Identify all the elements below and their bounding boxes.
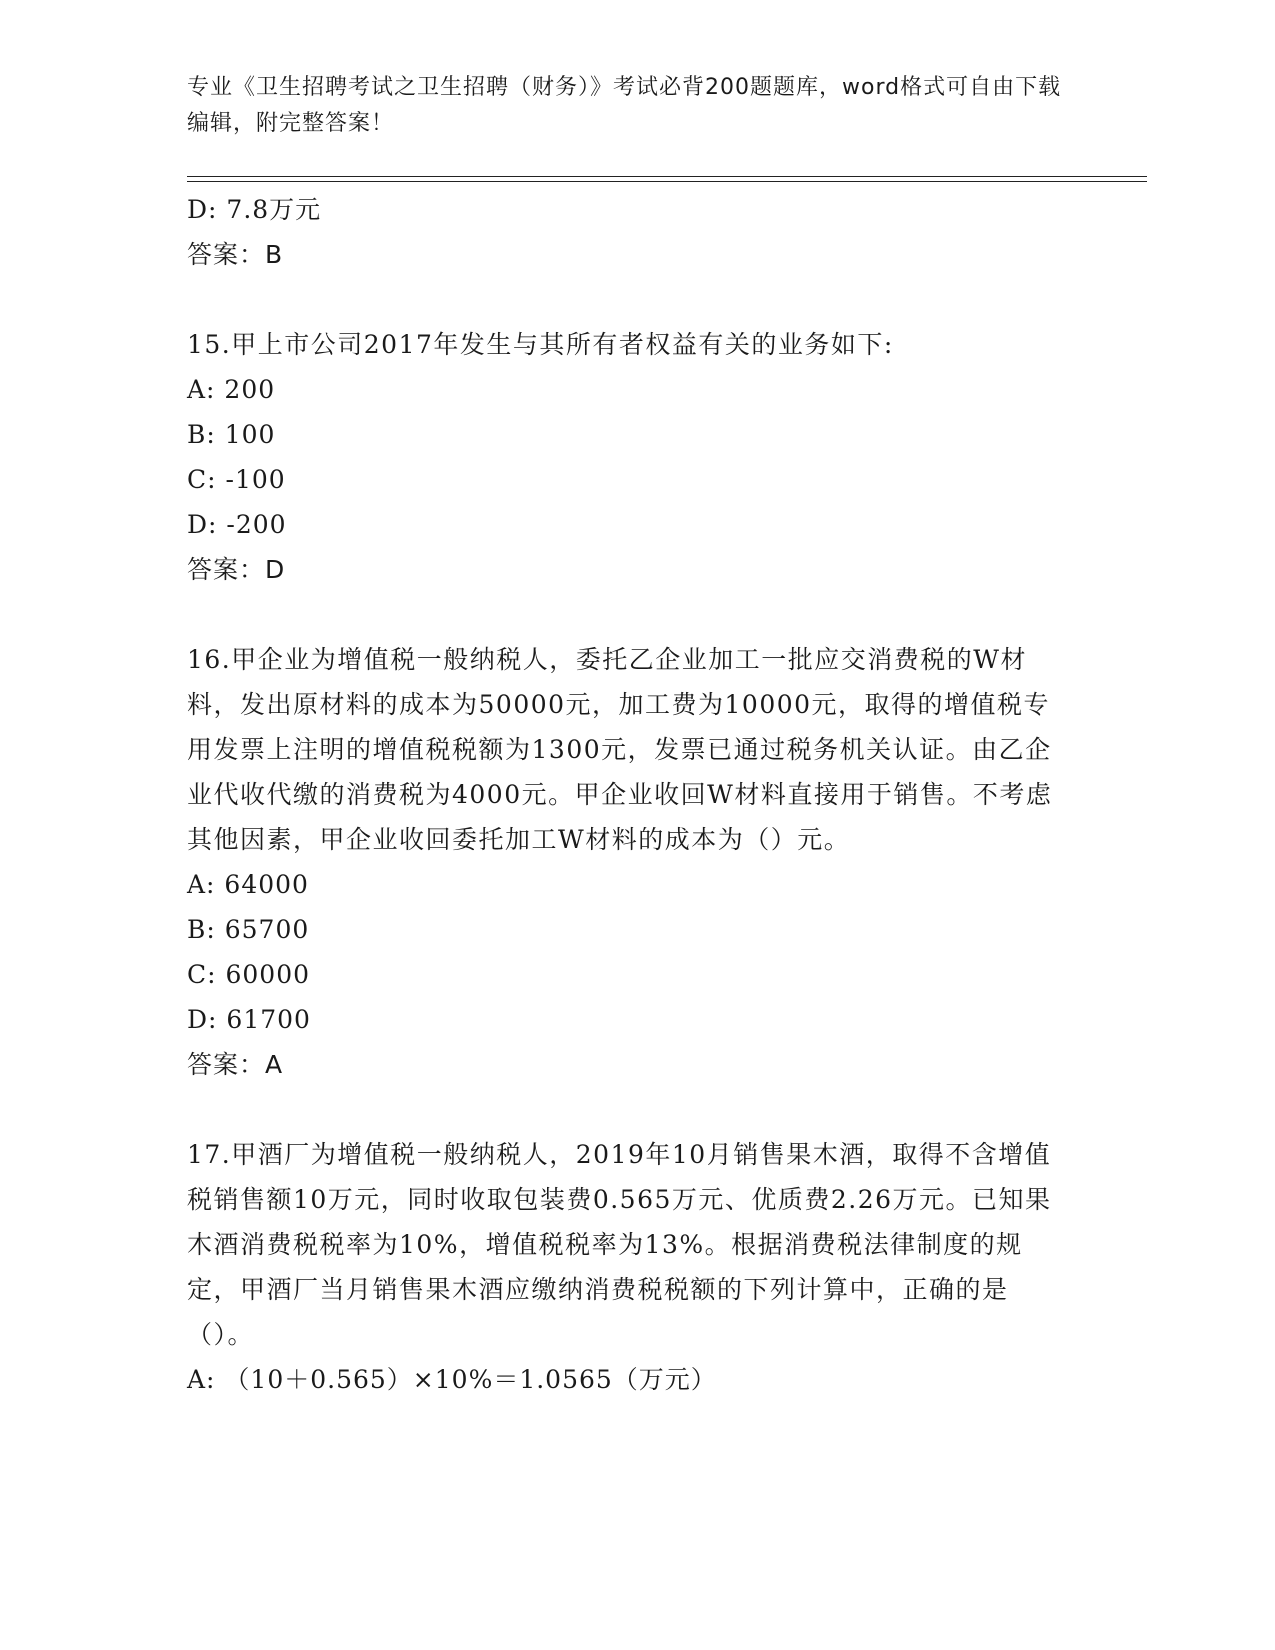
question-15-option-b: B: 100 (187, 420, 276, 449)
header-rule-top (187, 176, 1147, 177)
question-17-option-a: A: （10＋0.565）×10%＝1.0565（万元） (187, 1365, 717, 1394)
question-15-option-d: D: -200 (187, 510, 287, 539)
question-16-option-d: D: 61700 (187, 1005, 311, 1034)
document-body (187, 187, 1067, 1402)
spacer (187, 1087, 1067, 1132)
question-16-answer: 答案：A (187, 1050, 284, 1079)
prev-answer: 答案：B (187, 240, 284, 269)
question-15-option-c: C: -100 (187, 465, 286, 494)
question-17-text: 17.甲酒厂为增值税一般纳税人，2019年10月销售果木酒，取得不含增值税销售额10万元，同时收取包装费0.565万元、优质费2.26万元。已知果木酒消费税税率为10%，增值税税率为13%。根据消费税法律制度的规定，甲酒厂当月销售果木酒应缴纳消费税税额的下列计算中，正确的是（）。 (187, 1140, 1052, 1349)
document-header: 专业《卫生招聘考试之卫生招聘（财务）》考试必背200题题库，word格式可自由下载编辑，附完整答案！ (187, 75, 1062, 136)
question-16-option-c: C: 60000 (187, 960, 311, 989)
header-rule-bottom (187, 181, 1147, 182)
question-15-option-a: A: 200 (187, 375, 276, 404)
question-15-text: 15.甲上市公司2017年发生与其所有者权益有关的业务如下: (187, 330, 894, 359)
spacer (187, 277, 1067, 322)
question-16-option-b: B: 65700 (187, 915, 310, 944)
question-16-option-a: A: 64000 (187, 870, 309, 899)
spacer (187, 592, 1067, 637)
question-15-answer: 答案：D (187, 555, 286, 584)
prev-option-d: D: 7.8万元 (187, 195, 322, 224)
question-16-text: 16.甲企业为增值税一般纳税人，委托乙企业加工一批应交消费税的W材料，发出原材料的成本为50000元，加工费为10000元，取得的增值税专用发票上注明的增值税税额为1300元，发票已通过税务机关认证。由乙企业代收代缴的消费税为4000元。甲企业收回W材料直接用于销售。不考虑其他因素，甲企业收回委托加工W材料的成本为（）元。 (187, 645, 1053, 854)
